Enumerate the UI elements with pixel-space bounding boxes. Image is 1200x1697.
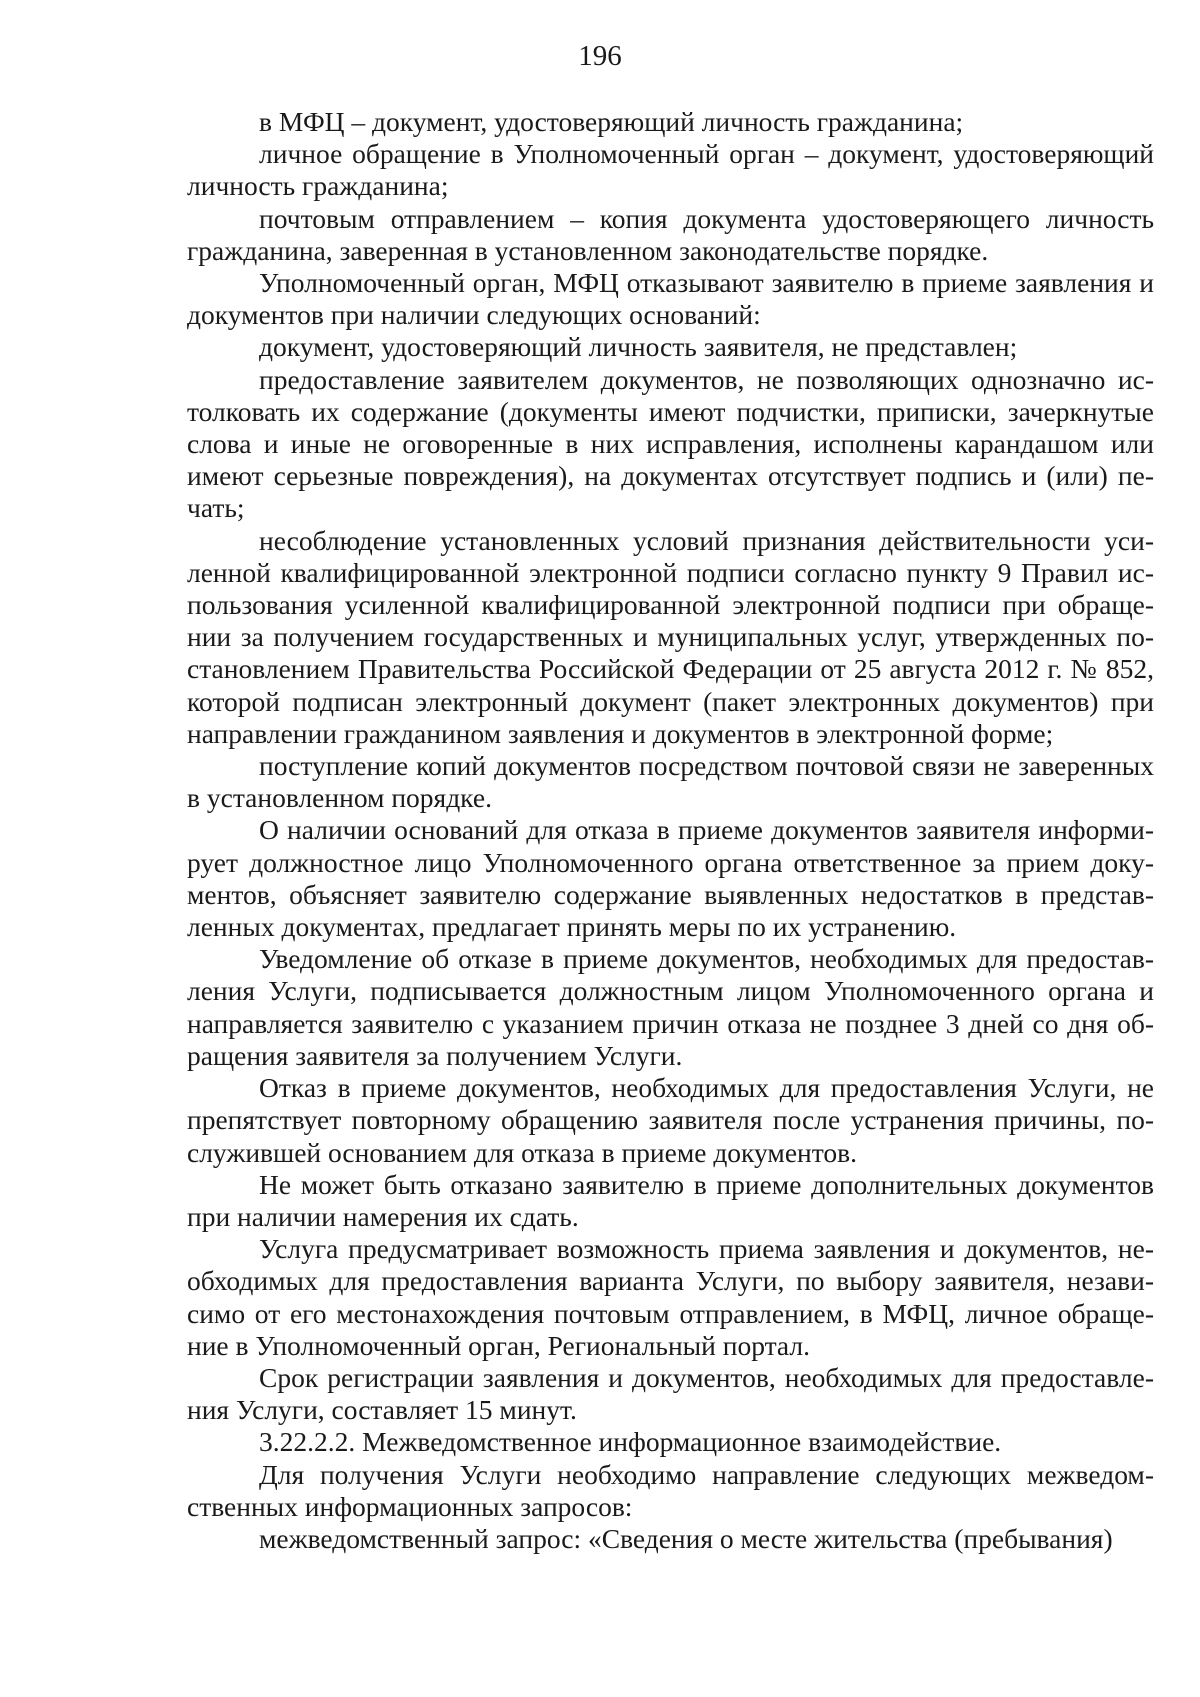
paragraph-personal-visit: личное обращение в Уполномоченный орган – документ, удостоверяющий личность гражданина; — [187, 138, 1154, 202]
paragraph-inform-applicant: О наличии оснований для отказа в приеме документов заявителя информирует должностное лицо Уполномоченного органа ответственное за прием документов, объясняет заявителю содержание выявленных недостатков в представленных документах, предлагает принять меры по их устранению. — [187, 814, 1154, 943]
paragraph-repeat-application: Отказ в приеме документов, необходимых для предоставления Услуги, не препятствует повторному обращению заявителя после устранения причины, послужившей основанием для отказа в приеме документов. — [187, 1072, 1154, 1168]
paragraph-electronic-signature: несоблюдение установленных условий признания действительности усиленной квалифицированной электронной подписи согласно пункту 9 Правил использования усиленной квалифицированной электронной подписи при обращении за получением государственных и муниципальных услуг, утвержденных постановлением Правительства Российской Федерации от 25 августа 2012 г. № 852, которой подписан электронный документ (пакет электронных документов) при направлении гражданином заявления и документов в электронной форме; — [187, 524, 1154, 749]
page-number: 196 — [578, 40, 622, 72]
paragraph-registration-term: Срок регистрации заявления и документов, необходимых для предоставления Услуги, составляет 15 минут. — [187, 1361, 1154, 1426]
paragraph-interagency-request-residence: межведомственный запрос: «Сведения о месте жительства (пребывания) — [259, 1522, 1113, 1554]
section-heading-3-22-2-2: 3.22.2.2. Межведомственное информационное взаимодействие. — [259, 1426, 1002, 1458]
paragraph-interagency-requests: Для получения Услуги необходимо направление следующих межведомственных информационных запросов: — [187, 1458, 1154, 1522]
paragraph-mfc-identity: в МФЦ – документ, удостоверяющий личность гражданина; — [259, 106, 964, 137]
paragraph-uncertified-copies: поступление копий документов посредством почтовой связи не заверенных в установленном порядке. — [187, 750, 1154, 814]
paragraph-postal: почтовым отправлением – копия документа удостоверяющего личность гражданина, заверенная в установленном законодательстве порядке. — [187, 202, 1154, 266]
paragraph-unclear-documents: предоставление заявителем документов, не позволяющих однозначно истолковать их содержание (документы имеют подчистки, приписки, зачеркнутые слова и иные не оговоренные в них исправления, исполнены карандашом или имеют серьезные повреждения), на документах отсутствует подпись и (или) печать; — [187, 363, 1154, 524]
body-text — [187, 106, 1154, 1555]
paragraph-refusal-grounds-intro: Уполномоченный орган, МФЦ отказывают заявителю в приеме заявления и документов при наличии следующих оснований: — [187, 267, 1154, 331]
paragraph-no-identity-document: документ, удостоверяющий личность заявителя, не представлен; — [259, 331, 1018, 363]
paragraph-additional-documents: Не может быть отказано заявителю в приеме дополнительных документов при наличии намерения их сдать. — [187, 1168, 1154, 1232]
paragraph-refusal-notice: Уведомление об отказе в приеме документов, необходимых для предоставления Услуги, подписывается должностным лицом Уполномоченного органа и направляется заявителю с указанием причин отказа не позднее 3 дней со дня обращения заявителя за получением Услуги. — [187, 943, 1154, 1071]
paragraph-submission-channels: Услуга предусматривает возможность приема заявления и документов, необходимых для предоставления варианта Услуги, по выбору заявителя, независимо от его местонахождения почтовым отправлением, в МФЦ, личное обращение в Уполномоченный орган, Региональный портал. — [187, 1233, 1154, 1361]
